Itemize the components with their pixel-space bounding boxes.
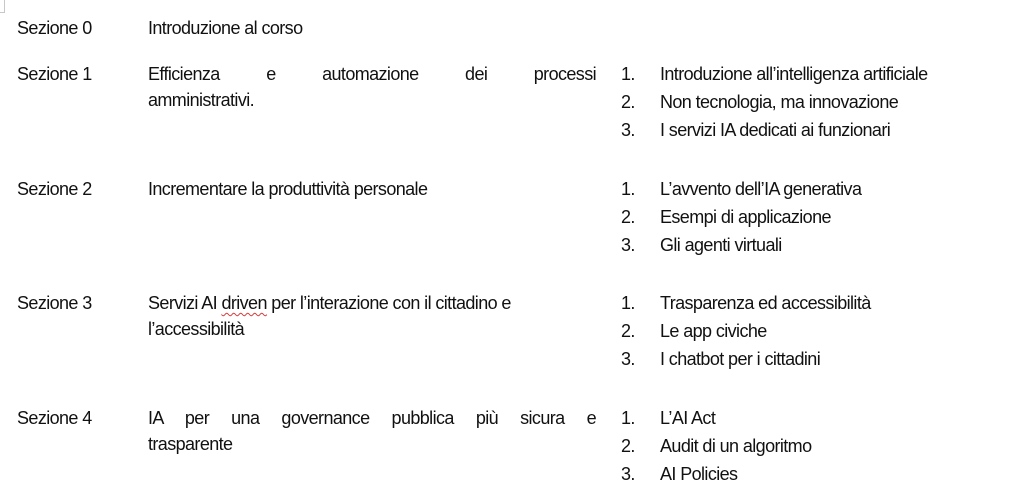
section-title-line: Introduzione al corso [148,18,303,38]
topic-text: Trasparenza ed accessibilità [660,293,871,313]
topic-number: 2. [621,436,635,456]
section-title-line: l’accessibilità [148,319,245,339]
topic-number: 1. [621,293,635,313]
topic-text: I chatbot per i cittadini [660,349,821,369]
section-title-line: Incrementare la produttività personale [148,179,428,199]
topic-number: 3. [621,120,635,140]
topic-text: I servizi IA dedicati ai funzionari [660,120,891,140]
topic-text: L’AI Act [660,408,716,428]
topic-number: 1. [621,64,635,84]
topic-number: 2. [621,207,635,227]
topic-number: 3. [621,349,635,369]
topic-number: 1. [621,179,635,199]
section-title [148,15,596,41]
topic-number: 3. [621,235,635,255]
section-title [148,176,596,202]
topic-text: Audit di un algoritmo [660,436,812,456]
topic-text: L’avvento dell’IA generativa [660,179,862,199]
section-title-rest: per l’interazione con il cittadino e [271,293,511,313]
section-label: Sezione 1 [17,64,92,84]
topic-text: Gli agenti virtuali [660,235,782,255]
section-title-line: trasparente [148,434,233,454]
section-label: Sezione 2 [17,179,92,199]
topic-text: AI Policies [660,464,738,484]
section-label: Sezione 3 [17,293,92,313]
topic-text: Non tecnologia, ma innovazione [660,92,899,112]
section-title [148,61,596,113]
section-title-prefix: Servizi AI [148,293,222,313]
section-label: Sezione 4 [17,408,92,428]
section-title [148,290,596,342]
section-label: Sezione 0 [17,18,92,38]
spellcheck-flagged-word: driven [221,293,267,313]
section-title-line: IA per una governance pubblica più sicura e [148,408,596,428]
topic-text: Le app civiche [660,321,767,341]
section-title-line [148,290,596,316]
topic-number: 1. [621,408,635,428]
section-title-line: Efficienza e automazione dei processi [148,64,596,84]
topic-number: 2. [621,92,635,112]
section-title [148,405,596,457]
topic-text: Esempi di applicazione [660,207,831,227]
topic-number: 2. [621,321,635,341]
section-title-line: amministrativi. [148,90,255,110]
document-corner-mark [0,0,5,13]
topic-text: Introduzione all’intelligenza artificiale [660,64,928,84]
topic-number: 3. [621,464,635,484]
